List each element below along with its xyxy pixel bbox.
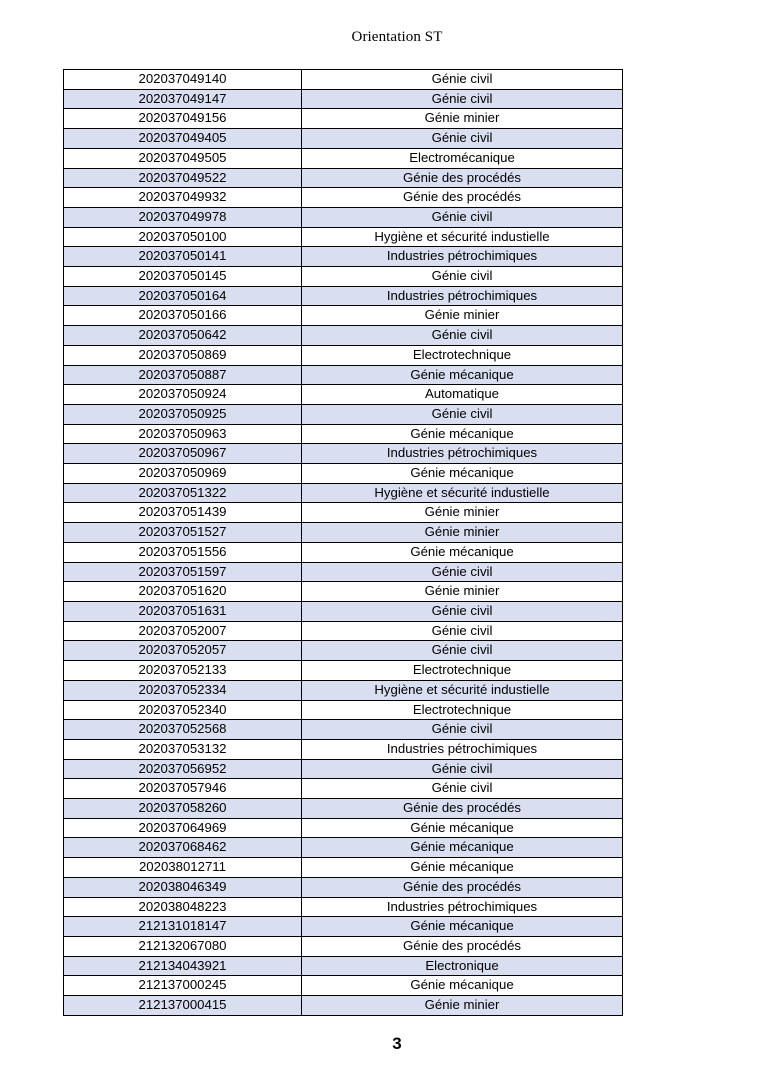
student-id-cell: 202037051556: [64, 542, 302, 562]
orientation-cell: Hygiène et sécurité industielle: [302, 483, 623, 503]
table-body: [64, 70, 623, 1016]
student-id-cell: 202037050100: [64, 227, 302, 247]
orientation-cell: Electrotechnique: [302, 700, 623, 720]
orientation-cell: Génie civil: [302, 404, 623, 424]
table-row: [64, 227, 623, 247]
table-row: [64, 996, 623, 1016]
table-row: [64, 779, 623, 799]
orientation-cell: Génie des procédés: [302, 799, 623, 819]
orientation-cell: Electronique: [302, 956, 623, 976]
table-row: [64, 148, 623, 168]
orientation-cell: Electrotechnique: [302, 661, 623, 681]
student-id-cell: 202037049932: [64, 188, 302, 208]
table-row: [64, 917, 623, 937]
student-id-cell: 202037058260: [64, 799, 302, 819]
student-id-cell: 212132067080: [64, 936, 302, 956]
orientation-cell: Génie civil: [302, 89, 623, 109]
student-id-cell: 202037052340: [64, 700, 302, 720]
orientation-cell: Hygiène et sécurité industielle: [302, 227, 623, 247]
orientation-cell: Génie des procédés: [302, 877, 623, 897]
orientation-cell: Génie civil: [302, 641, 623, 661]
table-row: [64, 897, 623, 917]
student-id-cell: 202037049147: [64, 89, 302, 109]
table-row: [64, 168, 623, 188]
student-id-cell: 202037050969: [64, 464, 302, 484]
student-id-cell: 202037051439: [64, 503, 302, 523]
student-id-cell: 202037050642: [64, 326, 302, 346]
table-row: [64, 404, 623, 424]
table-row: [64, 365, 623, 385]
orientation-cell: Génie minier: [302, 109, 623, 129]
table-row: [64, 188, 623, 208]
orientation-cell: Génie minier: [302, 306, 623, 326]
orientation-cell: Hygiène et sécurité industielle: [302, 680, 623, 700]
table-row: [64, 306, 623, 326]
student-id-cell: 202037050924: [64, 385, 302, 405]
student-id-cell: 202037052133: [64, 661, 302, 681]
student-id-cell: 202037051597: [64, 562, 302, 582]
orientation-cell: Génie minier: [302, 503, 623, 523]
orientation-cell: Génie mécanique: [302, 917, 623, 937]
table-row: [64, 424, 623, 444]
table-row: [64, 720, 623, 740]
orientation-cell: Electromécanique: [302, 148, 623, 168]
orientation-cell: Electrotechnique: [302, 345, 623, 365]
orientation-table: [63, 69, 623, 1016]
student-id-cell: 202037052334: [64, 680, 302, 700]
student-id-cell: 202037052007: [64, 621, 302, 641]
orientation-cell: Génie mécanique: [302, 542, 623, 562]
page-number: 3: [392, 1034, 402, 1053]
table-row: [64, 483, 623, 503]
student-id-cell: 202037053132: [64, 739, 302, 759]
orientation-cell: Génie des procédés: [302, 168, 623, 188]
orientation-cell: Génie des procédés: [302, 936, 623, 956]
table-row: [64, 385, 623, 405]
table-row: [64, 247, 623, 267]
student-id-cell: 202037050963: [64, 424, 302, 444]
student-id-cell: 202037050869: [64, 345, 302, 365]
table-row: [64, 601, 623, 621]
table-row: [64, 444, 623, 464]
table-row: [64, 661, 623, 681]
table-row: [64, 838, 623, 858]
table-row: [64, 739, 623, 759]
student-id-cell: 202037049405: [64, 129, 302, 149]
page-title: Orientation ST: [351, 29, 443, 45]
student-id-cell: 202037051631: [64, 601, 302, 621]
table-row: [64, 759, 623, 779]
table-row: [64, 129, 623, 149]
table-row: [64, 542, 623, 562]
student-id-cell: 202037056952: [64, 759, 302, 779]
student-id-cell: 202038046349: [64, 877, 302, 897]
table-row: [64, 70, 623, 90]
student-id-cell: 202037052568: [64, 720, 302, 740]
orientation-cell: Génie civil: [302, 779, 623, 799]
student-id-cell: 212134043921: [64, 956, 302, 976]
orientation-cell: Industries pétrochimiques: [302, 897, 623, 917]
table-row: [64, 858, 623, 878]
student-id-cell: 202037050145: [64, 267, 302, 287]
orientation-cell: Génie civil: [302, 326, 623, 346]
student-id-cell: 202037068462: [64, 838, 302, 858]
orientation-cell: Automatique: [302, 385, 623, 405]
table-row: [64, 345, 623, 365]
student-id-cell: 202037050166: [64, 306, 302, 326]
table-row: [64, 680, 623, 700]
student-id-cell: 202037050164: [64, 286, 302, 306]
student-id-cell: 202037049505: [64, 148, 302, 168]
student-id-cell: 202037057946: [64, 779, 302, 799]
student-id-cell: 202037049156: [64, 109, 302, 129]
table-row: [64, 936, 623, 956]
orientation-cell: Génie minier: [302, 582, 623, 602]
table-row: [64, 799, 623, 819]
orientation-cell: Génie civil: [302, 759, 623, 779]
orientation-cell: Génie des procédés: [302, 188, 623, 208]
student-id-cell: 202037052057: [64, 641, 302, 661]
student-id-cell: 202038012711: [64, 858, 302, 878]
orientation-cell: Génie civil: [302, 207, 623, 227]
table-row: [64, 582, 623, 602]
orientation-cell: Génie mécanique: [302, 365, 623, 385]
student-id-cell: 202037050141: [64, 247, 302, 267]
table-row: [64, 562, 623, 582]
orientation-cell: Génie mécanique: [302, 424, 623, 444]
student-id-cell: 202037051322: [64, 483, 302, 503]
table-row: [64, 700, 623, 720]
table-row: [64, 89, 623, 109]
student-id-cell: 202037049140: [64, 70, 302, 90]
orientation-cell: Génie civil: [302, 720, 623, 740]
table-row: [64, 267, 623, 287]
table-row: [64, 464, 623, 484]
table-row: [64, 641, 623, 661]
orientation-cell: Génie mécanique: [302, 464, 623, 484]
table-row: [64, 503, 623, 523]
orientation-cell: Industries pétrochimiques: [302, 444, 623, 464]
student-id-cell: 212137000415: [64, 996, 302, 1016]
student-id-cell: 202037051620: [64, 582, 302, 602]
student-id-cell: 202037049522: [64, 168, 302, 188]
orientation-cell: Industries pétrochimiques: [302, 739, 623, 759]
orientation-cell: Industries pétrochimiques: [302, 247, 623, 267]
orientation-cell: Génie civil: [302, 621, 623, 641]
orientation-cell: Industries pétrochimiques: [302, 286, 623, 306]
orientation-cell: Génie civil: [302, 267, 623, 287]
table-row: [64, 976, 623, 996]
orientation-cell: Génie civil: [302, 129, 623, 149]
table-row: [64, 207, 623, 227]
table-row: [64, 956, 623, 976]
table-row: [64, 523, 623, 543]
orientation-cell: Génie civil: [302, 562, 623, 582]
orientation-cell: Génie mécanique: [302, 818, 623, 838]
table-row: [64, 326, 623, 346]
table-row: [64, 818, 623, 838]
student-id-cell: 202037050887: [64, 365, 302, 385]
student-id-cell: 202037050925: [64, 404, 302, 424]
orientation-cell: Génie minier: [302, 996, 623, 1016]
student-id-cell: 202037064969: [64, 818, 302, 838]
orientation-cell: Génie minier: [302, 523, 623, 543]
orientation-cell: Génie mécanique: [302, 858, 623, 878]
student-id-cell: 212131018147: [64, 917, 302, 937]
student-id-cell: 202037051527: [64, 523, 302, 543]
student-id-cell: 202037049978: [64, 207, 302, 227]
table-row: [64, 109, 623, 129]
orientation-cell: Génie civil: [302, 601, 623, 621]
orientation-cell: Génie mécanique: [302, 976, 623, 996]
table-row: [64, 286, 623, 306]
table-row: [64, 621, 623, 641]
table-row: [64, 877, 623, 897]
orientation-cell: Génie mécanique: [302, 838, 623, 858]
orientation-cell: Génie civil: [302, 70, 623, 90]
student-id-cell: 202038048223: [64, 897, 302, 917]
student-id-cell: 202037050967: [64, 444, 302, 464]
student-id-cell: 212137000245: [64, 976, 302, 996]
